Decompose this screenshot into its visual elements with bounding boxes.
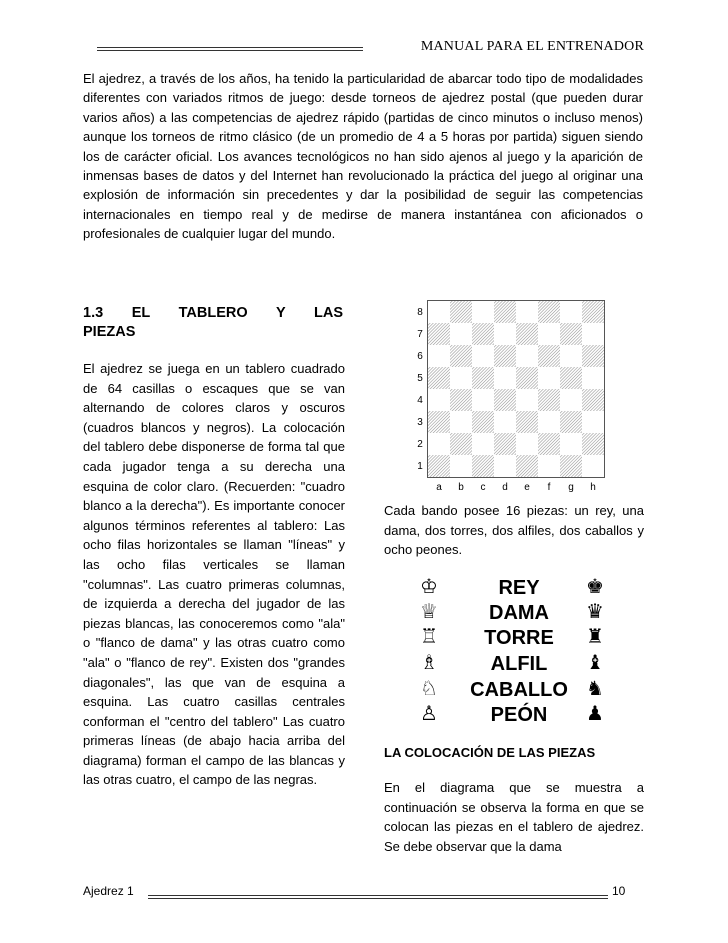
- header-rule: [97, 47, 363, 51]
- rank-label: 8: [417, 307, 423, 318]
- section-heading: 1.3 EL TABLERO Y LAS: [83, 305, 343, 321]
- rank-label: 7: [417, 329, 423, 340]
- white-king-icon: ♔: [420, 574, 438, 598]
- dark-square: [472, 411, 494, 433]
- dark-square: [538, 301, 560, 323]
- piece-row-pawn: [410, 703, 620, 728]
- rank-label: 4: [417, 395, 423, 406]
- light-square: [538, 323, 560, 345]
- piece-row-king: [410, 576, 620, 601]
- dark-square: [472, 323, 494, 345]
- dark-square: [516, 323, 538, 345]
- dark-square: [450, 345, 472, 367]
- footer-rule: [148, 895, 608, 899]
- white-queen-icon: ♕: [420, 599, 438, 623]
- light-square: [582, 323, 604, 345]
- dark-square: [472, 367, 494, 389]
- file-label: a: [436, 482, 442, 493]
- black-bishop-icon: ♝: [586, 650, 604, 674]
- rank-label: 6: [417, 351, 423, 362]
- light-square: [538, 455, 560, 477]
- file-label: b: [458, 482, 464, 493]
- black-rook-icon: ♜: [586, 624, 604, 648]
- file-label: c: [480, 482, 486, 493]
- dark-square: [516, 455, 538, 477]
- rank-label: 2: [417, 439, 423, 450]
- light-square: [494, 323, 516, 345]
- section-heading-continued: PIEZAS: [83, 324, 136, 340]
- piece-row-bishop: [410, 652, 620, 677]
- file-label: d: [502, 482, 508, 493]
- light-square: [560, 301, 582, 323]
- light-square: [450, 367, 472, 389]
- light-square: [450, 323, 472, 345]
- light-square: [428, 433, 450, 455]
- black-pawn-icon: ♟: [586, 701, 604, 725]
- black-king-icon: ♚: [586, 574, 604, 598]
- file-label: e: [524, 482, 530, 493]
- dark-square: [582, 433, 604, 455]
- light-square: [494, 455, 516, 477]
- light-square: [450, 411, 472, 433]
- piece-row-rook: [410, 626, 620, 651]
- dark-square: [538, 389, 560, 411]
- rank-label: 1: [417, 461, 423, 472]
- header-title: MANUAL PARA EL ENTRENADOR: [420, 39, 644, 54]
- dark-square: [450, 301, 472, 323]
- light-square: [428, 301, 450, 323]
- dark-square: [472, 455, 494, 477]
- light-square: [560, 433, 582, 455]
- page-number: 10: [612, 884, 626, 898]
- light-square: [428, 345, 450, 367]
- piece-name: TORRE: [484, 627, 554, 649]
- placement-body: En el diagrama que se muestra a continuación se observa la forma en que se colocan las piezas en el tablero de ajedrez. Se debe observar que la dama: [384, 780, 644, 854]
- white-rook-icon: ♖: [420, 624, 438, 648]
- black-knight-icon: ♞: [586, 676, 604, 700]
- piece-row-queen: [410, 601, 620, 626]
- intro-paragraph: El ajedrez, a través de los años, ha tenido la particularidad de abarcar todo tipo de modalidades diferentes con variados ritmos de juego: desde torneos de ajedrez postal (que pueden durar varios años) a las competencias de ajedrez rápido (partidas de cinco minutos o incluso menos) aunque los torneos de ritmo clásico (de un promedio de 4 a 5 horas por partida) siguen siendo los de carácter oficial. Los avances tecnológicos no han sido ajenos al juego y la aparición de inmensas bases de datos y del Internet han revolucionado la práctica del juego al originar una explosión de información sin precedentes y dar la posibilidad de seguir las competencias internacionales en tiempo real y de medirse de manera instantánea con aficionados o profesionales de cualquier lugar del mundo.: [83, 71, 643, 242]
- light-square: [450, 455, 472, 477]
- dark-square: [538, 345, 560, 367]
- light-square: [494, 367, 516, 389]
- light-square: [516, 301, 538, 323]
- piece-row-knight: [410, 678, 620, 703]
- light-square: [428, 389, 450, 411]
- white-bishop-icon: ♗: [420, 650, 438, 674]
- light-square: [516, 345, 538, 367]
- light-square: [516, 433, 538, 455]
- dark-square: [516, 367, 538, 389]
- light-square: [472, 433, 494, 455]
- dark-square: [428, 367, 450, 389]
- dark-square: [450, 433, 472, 455]
- file-label: g: [568, 482, 574, 493]
- dark-square: [516, 411, 538, 433]
- light-square: [472, 345, 494, 367]
- rank-label: 3: [417, 417, 423, 428]
- dark-square: [538, 433, 560, 455]
- light-square: [472, 301, 494, 323]
- dark-square: [494, 389, 516, 411]
- dark-square: [582, 345, 604, 367]
- light-square: [472, 389, 494, 411]
- pieces-intro: Cada bando posee 16 piezas: un rey, una dama, dos torres, dos alfiles, dos caballos y ocho peones.: [384, 503, 644, 558]
- piece-name: PEÓN: [490, 704, 548, 726]
- piece-name: DAMA: [489, 602, 549, 624]
- dark-square: [450, 389, 472, 411]
- dark-square: [494, 433, 516, 455]
- light-square: [560, 345, 582, 367]
- black-queen-icon: ♛: [586, 599, 604, 623]
- piece-name: CABALLO: [470, 679, 568, 701]
- dark-square: [560, 455, 582, 477]
- dark-square: [582, 301, 604, 323]
- light-square: [582, 455, 604, 477]
- dark-square: [428, 323, 450, 345]
- piece-name: REY: [498, 577, 540, 599]
- file-label: f: [547, 482, 551, 493]
- placement-heading: LA COLOCACIÓN DE LAS PIEZAS: [384, 745, 596, 760]
- light-square: [516, 389, 538, 411]
- rank-label: 5: [417, 373, 423, 384]
- light-square: [494, 411, 516, 433]
- dark-square: [560, 411, 582, 433]
- dark-square: [560, 323, 582, 345]
- dark-square: [560, 367, 582, 389]
- white-knight-icon: ♘: [420, 676, 438, 700]
- section-body: El ajedrez se juega en un tablero cuadrado de 64 casillas o escaques que se van alternando de colores claros y oscuros (cuadros blancos y negros). La colocación del tablero debe disponerse de forma tal que cada jugador tenga a su derecha una esquina de color claro. (Recuerden: "cuadro blanco a la derecha"). Es importante conocer algunos términos referentes al tablero: Las ocho filas horizontales se llaman "líneas" y las ocho filas verticales se llaman "columnas". Las cuatro primeras columnas, de izquierda a derecha del jugador de las piezas blancas, las conoceremos como "ala" o "flanco de dama" y las otras cuatro como "ala" o "flanco de rey". Existen dos "grandes diagonales", las que van de esquina a esquina. Las cuatro casillas centrales conforman el "centro del tablero" Las cuatro primeras líneas (de abajo hacia arriba del diagrama) forman el campo de las blancas y las otras cuatro, el campo de las negras.: [83, 361, 345, 788]
- dark-square: [494, 301, 516, 323]
- dark-square: [494, 345, 516, 367]
- dark-square: [582, 389, 604, 411]
- light-square: [582, 367, 604, 389]
- light-square: [582, 411, 604, 433]
- dark-square: [428, 411, 450, 433]
- chessboard-diagram: [427, 300, 605, 478]
- white-pawn-icon: ♙: [420, 701, 438, 725]
- dark-square: [428, 455, 450, 477]
- light-square: [538, 367, 560, 389]
- light-square: [560, 389, 582, 411]
- file-label: h: [590, 482, 596, 493]
- light-square: [538, 411, 560, 433]
- piece-name: ALFIL: [490, 653, 548, 675]
- footer-label: Ajedrez 1: [83, 884, 134, 898]
